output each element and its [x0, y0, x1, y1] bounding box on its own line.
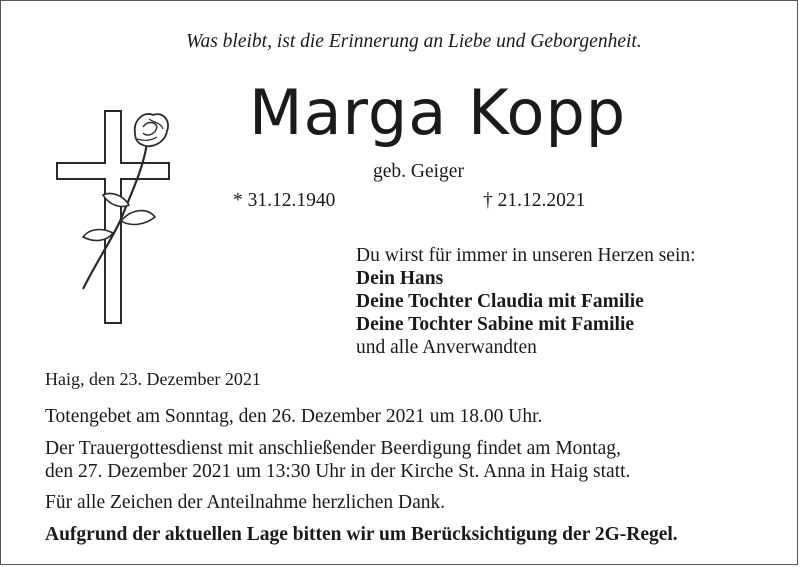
family-member: Dein Hans: [356, 268, 444, 289]
family-member: Deine Tochter Claudia mit Familie: [356, 291, 644, 312]
funeral-service-info: [45, 437, 630, 483]
deceased-name: Marga Kopp: [249, 76, 627, 149]
place-date: Haig, den 23. Dezember 2021: [45, 369, 261, 389]
cross-with-rose-icon: [51, 109, 181, 329]
thanks-note: Für alle Zeichen der Anteilnahme herzlichen Dank.: [45, 492, 446, 513]
motto: Was bleibt, ist die Erinnerung an Liebe und Geborgenheit.: [186, 31, 642, 52]
covid-notice: Aufgrund der aktuellen Lage bitten wir um Berücksichtigung der 2G-Regel.: [45, 524, 678, 545]
service-line: den 27. Dezember 2021 um 13:30 Uhr in der Kirche St. Anna in Haig statt.: [45, 461, 631, 482]
prayer-info: Totengebet am Sonntag, den 26. Dezember 2021 um 18.00 Uhr.: [45, 406, 543, 427]
service-line: Der Trauergottesdienst mit anschließender Beerdigung findet am Montag,: [45, 438, 621, 459]
family-block: [356, 244, 696, 359]
family-member: Deine Tochter Sabine mit Familie: [356, 314, 635, 335]
family-others: und alle Anverwandten: [356, 337, 537, 358]
family-intro: Du wirst für immer in unseren Herzen sein:: [356, 245, 696, 266]
death-date: † 21.12.2021: [483, 190, 586, 211]
maiden-name: geb. Geiger: [373, 161, 464, 182]
birth-date: * 31.12.1940: [233, 190, 336, 211]
